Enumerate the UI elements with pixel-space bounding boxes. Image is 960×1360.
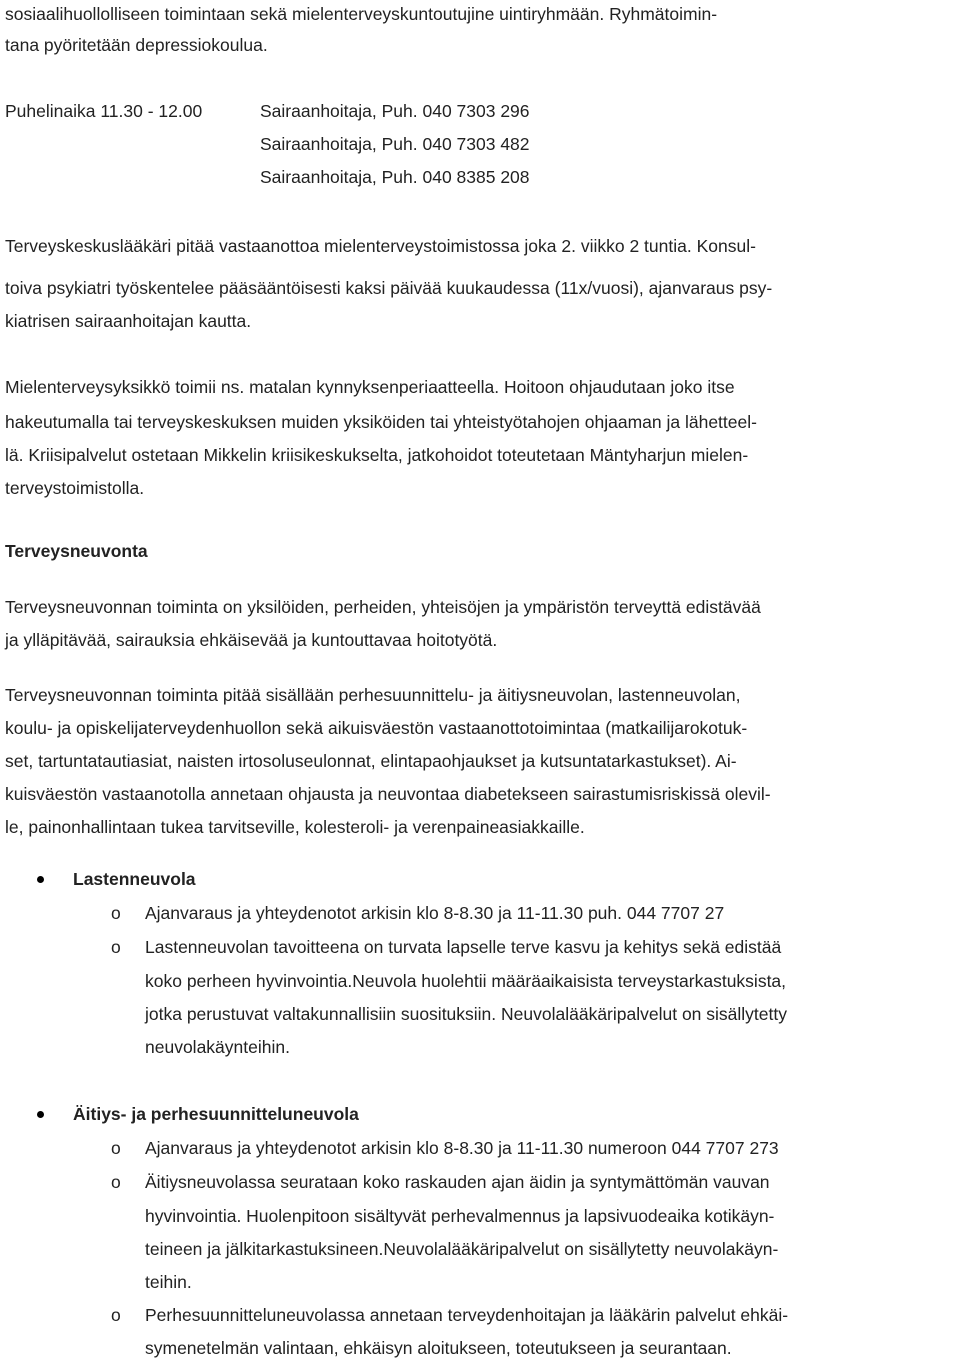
list-subitem-line: neuvolakäynteihin. <box>145 1037 290 1057</box>
list-subitem-line: symenetelmän valintaan, ehkäisyn aloitukseen, toteutukseen ja seurantaan. <box>145 1338 732 1358</box>
bullet-icon <box>37 1111 44 1118</box>
text-line: Terveysneuvonnan toiminta on yksilöiden, perheiden, yhteisöjen ja ympäristön terveyttä edistävää <box>5 597 761 617</box>
text-line: Terveyskeskuslääkäri pitää vastaanottoa mielenterveystoimistossa joka 2. viikko 2 tuntia. Konsul- <box>5 236 756 256</box>
phone-contact: Sairaanhoitaja, Puh. 040 7303 482 <box>260 134 530 154</box>
list-item-title: Lastenneuvola <box>73 869 196 889</box>
text-line: set, tartuntatautiasiat, naisten irtosoluseulonnat, elintapaohjaukset ja kutsuntatarkastukset). Ai- <box>5 751 737 771</box>
list-subitem-line: Perhesuunnitteluneuvolassa annetaan terveydenhoitajan ja lääkärin palvelut ehkäi- <box>145 1305 789 1325</box>
phone-contact: Sairaanhoitaja, Puh. 040 8385 208 <box>260 167 530 187</box>
text-line: hakeutumalla tai terveyskeskuksen muiden yksiköiden tai yhteistyötahojen ohjaaman ja lähetteel- <box>5 412 757 432</box>
list-subitem-line: jotka perustuvat valtakunnallisiin suosituksiin. Neuvolalääkäripalvelut on sisällytetty <box>145 1004 787 1024</box>
text-line: tana pyöritetään depressiokoulua. <box>5 35 268 55</box>
list-subitem-line: hyvinvointia. Huolenpitoon sisältyvät perhevalmennus ja lapsivuodeaika kotikäyn- <box>145 1206 775 1226</box>
list-subitem-line: koko perheen hyvinvointia.Neuvola huolehtii määräaikaisista terveystarkastuksista, <box>145 971 787 991</box>
phone-contact: Sairaanhoitaja, Puh. 040 7303 296 <box>260 101 530 121</box>
list-subitem-line: Ajanvaraus ja yhteydenotot arkisin klo 8-8.30 ja 11-11.30 numeroon 044 7707 273 <box>145 1138 779 1158</box>
list-subitem-line: Äitiysneuvolassa seurataan koko raskauden ajan äidin ja syntymättömän vauvan <box>145 1172 770 1192</box>
text-line: le, painonhallintaan tukea tarvitseville, kolesteroli- ja verenpaineasiakkaille. <box>5 817 585 837</box>
circle-bullet-icon: o <box>111 1172 121 1192</box>
circle-bullet-icon: o <box>111 903 121 923</box>
circle-bullet-icon: o <box>111 1305 121 1325</box>
text-line: Terveysneuvonnan toiminta pitää sisällään perhesuunnittelu- ja äitiysneuvolan, lastenneuvolan, <box>5 685 741 705</box>
text-line: sosiaalihuollolliseen toimintaan sekä mielenterveyskuntoutujine uintiryhmään. Ryhmätoimin- <box>5 4 718 24</box>
list-subitem-line: Lastenneuvolan tavoitteena on turvata lapselle terve kasvu ja kehitys sekä edistää <box>145 937 782 957</box>
phone-hours-label: Puhelinaika 11.30 - 12.00 <box>5 101 203 121</box>
bullet-icon <box>37 876 44 883</box>
circle-bullet-icon: o <box>111 937 121 957</box>
circle-bullet-icon: o <box>111 1138 121 1158</box>
text-line: toiva psykiatri työskentelee pääsääntöisesti kaksi päivää kuukaudessa (11x/vuosi), ajanvaraus psy- <box>5 278 773 298</box>
text-line: terveystoimistolla. <box>5 478 145 498</box>
text-line: kuisväestön vastaanotolla annetaan ohjausta ja neuvontaa diabetekseen sairastumisriskissä olevil- <box>5 784 771 804</box>
text-line: koulu- ja opiskelijaterveydenhuollon sekä aikuisväestön vastaanottotoimintaa (matkailijarokotuk- <box>5 718 748 738</box>
list-subitem-line: Ajanvaraus ja yhteydenotot arkisin klo 8-8.30 ja 11-11.30 puh. 044 7707 27 <box>145 903 725 923</box>
list-subitem-line: teihin. <box>145 1272 192 1292</box>
list-subitem-line: teineen ja jälkitarkastuksineen.Neuvolalääkäripalvelut on sisällytetty neuvolakäyn- <box>145 1239 779 1259</box>
list-item-title: Äitiys- ja perhesuunnitteluneuvola <box>73 1104 359 1124</box>
text-line: lä. Kriisipalvelut ostetaan Mikkelin kriisikeskukselta, jatkohoidot toteutetaan Mäntyharjun mielen- <box>5 445 749 465</box>
text-line: Mielenterveysyksikkö toimii ns. matalan kynnyksenperiaatteella. Hoitoon ohjaudutaan joko itse <box>5 377 735 397</box>
text-line: kiatrisen sairaanhoitajan kautta. <box>5 311 252 331</box>
text-line: ja ylläpitävää, sairauksia ehkäisevää ja kuntouttavaa hoitotyötä. <box>5 630 498 650</box>
section-heading: Terveysneuvonta <box>5 541 148 561</box>
